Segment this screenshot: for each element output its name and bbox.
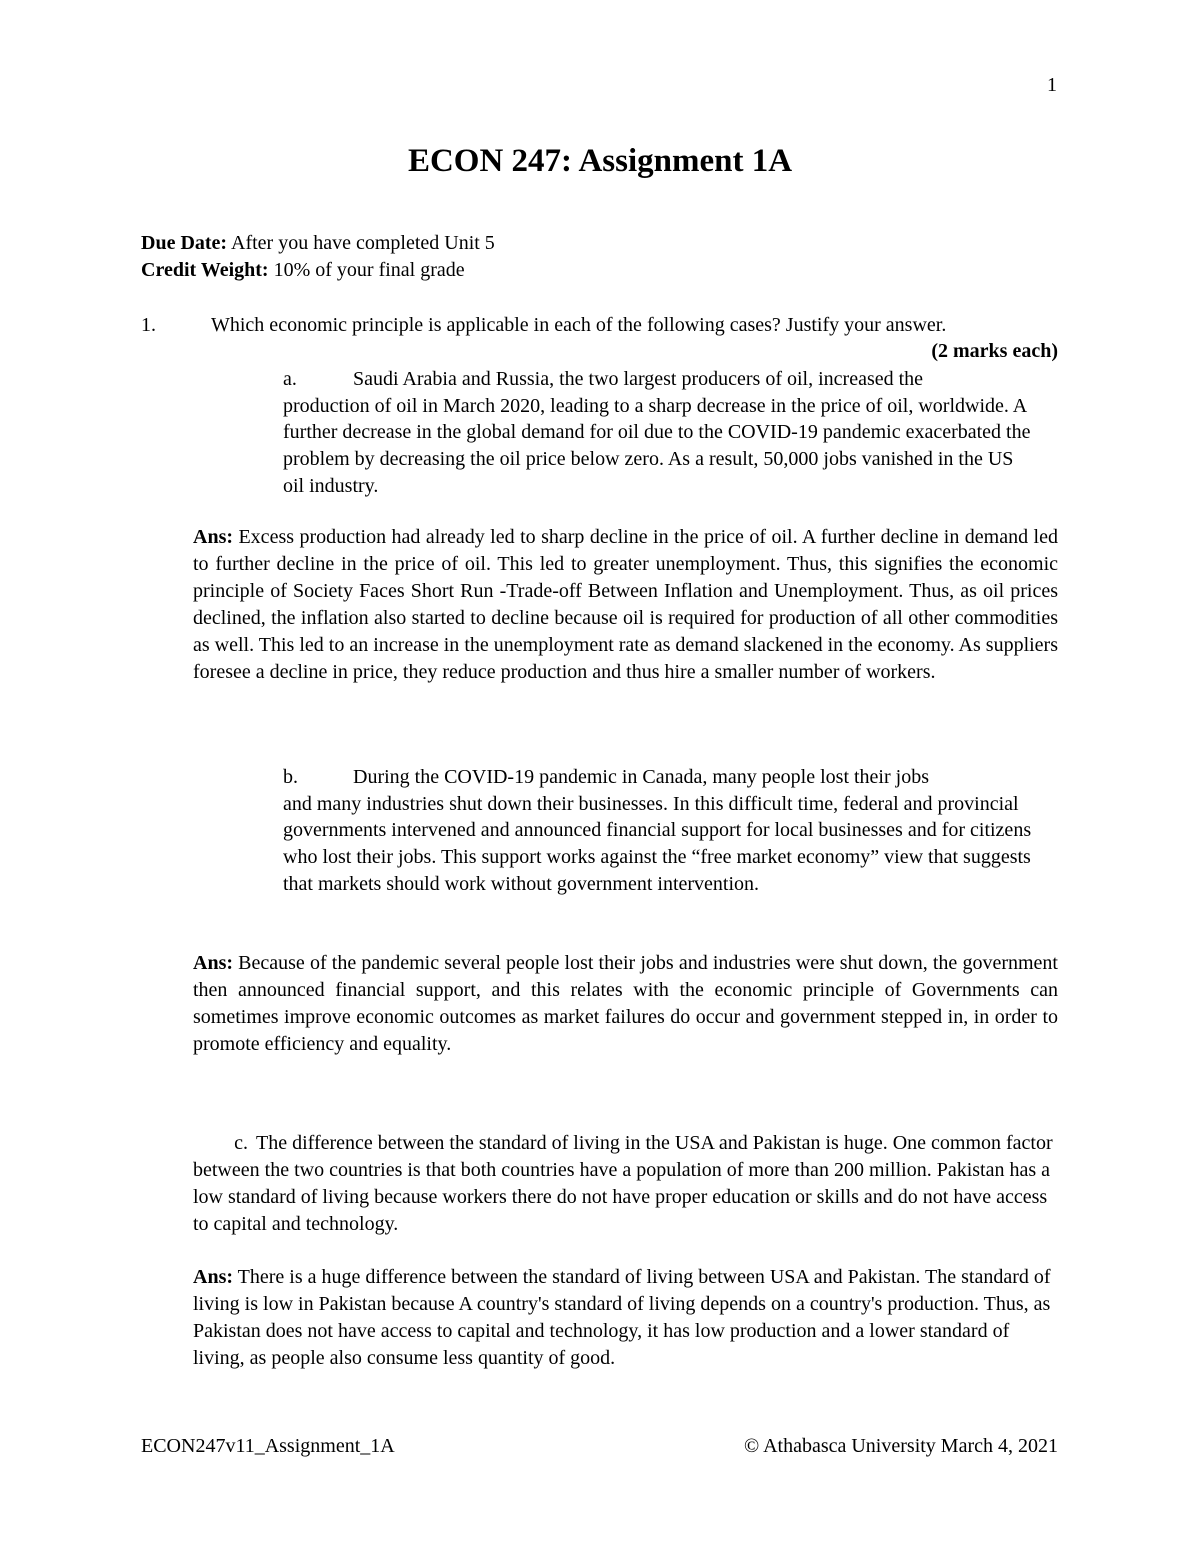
answer-c-label: Ans: <box>193 1266 234 1288</box>
question-number: 1. <box>141 314 156 336</box>
answer-b <box>193 950 1058 1058</box>
assignment-meta <box>141 230 495 284</box>
credit-weight-value: 10% of your final grade <box>273 259 465 281</box>
part-b-rest: and many industries shut down their businesses. In this difficult time, federal and provincial governments intervened and announced financial support for local businesses and for citizens who lost their jobs. This support works against the “free market economy” view that suggests that markets should work without government intervention. <box>283 792 1032 895</box>
part-b-first-text: During the COVID-19 pandemic in Canada, many people lost their jobs <box>353 766 929 788</box>
answer-a-label: Ans: <box>193 526 234 548</box>
part-b <box>283 764 1053 898</box>
marks-note: (2 marks each) <box>931 340 1058 362</box>
part-a-first-text: Saudi Arabia and Russia, the two largest producers of oil, increased the <box>353 368 924 390</box>
part-a-first-line <box>283 366 1053 393</box>
answer-c <box>193 1264 1058 1372</box>
answer-a-text: Excess production had already led to sharp decline in the price of oil. A further decline in demand led to further decline in the price of oil. This led to greater unemployment. Thus, this signifies the economic principle of Society Faces Short Run -Trade-off Between Inflation and Unemployment. Thus, as oil prices declined, the inflation also started to decline because oil is required for production of all other commodities as well. This led to an increase in the unemployment rate as demand slackened in the economy. As suppliers foresee a decline in price, they reduce production and thus hire a smaller number of workers. <box>193 526 1058 683</box>
answer-c-text: There is a huge difference between the standard of living between USA and Pakistan. The standard of living is low in Pakistan because A country's standard of living depends on a country's production. Thus, as Pakistan does not have access to capital and technology, it has low production and a lower standard of living, as people also consume less quantity of good. <box>193 1266 1051 1369</box>
question-text: Which economic principle is applicable in each of the following cases? Justify your answer. <box>211 314 947 336</box>
part-b-label: b. <box>283 766 298 788</box>
part-a-rest: production of oil in March 2020, leading to a sharp decrease in the price of oil, worldwide. A further decrease in the global demand for oil due to the COVID-19 pandemic exacerbated the problem by decreasing the oil price below zero. As a result, 50,000 jobs vanished in the US oil industry. <box>283 394 1031 497</box>
question-1 <box>141 312 946 339</box>
part-a <box>283 366 1053 500</box>
part-c-label: c. <box>234 1132 248 1154</box>
credit-weight-label: Credit Weight: <box>141 259 269 281</box>
part-a-label: a. <box>283 368 297 390</box>
credit-weight-line <box>141 257 495 284</box>
answer-b-text: Because of the pandemic several people lost their jobs and industries were shut down, the government then announced financial support, and this relates with the economic principle of Governments can sometimes improve economic outcomes as market failures do occur and government stepped in, in order to promote efficiency and equality. <box>193 952 1058 1055</box>
answer-b-label: Ans: <box>193 952 234 974</box>
page-number: 1 <box>1047 74 1057 96</box>
footer-document-id: ECON247v11_Assignment_1A <box>141 1435 395 1457</box>
part-c <box>193 1130 1063 1238</box>
due-date-value: After you have completed Unit 5 <box>231 232 495 254</box>
answer-a <box>193 524 1058 686</box>
due-date-label: Due Date: <box>141 232 228 254</box>
part-b-first-line <box>283 764 1053 791</box>
part-c-text: The difference between the standard of living in the USA and Pakistan is huge. One common factor between the two countries is that both countries have a population of more than 200 million. Pakistan has a low standard of living because workers there do not have proper education or skills and do not have access to capital and technology. <box>193 1132 1053 1235</box>
due-date-line <box>141 230 495 257</box>
footer-copyright: © Athabasca University March 4, 2021 <box>743 1435 1058 1457</box>
page-title: ECON 247: Assignment 1A <box>407 143 793 179</box>
